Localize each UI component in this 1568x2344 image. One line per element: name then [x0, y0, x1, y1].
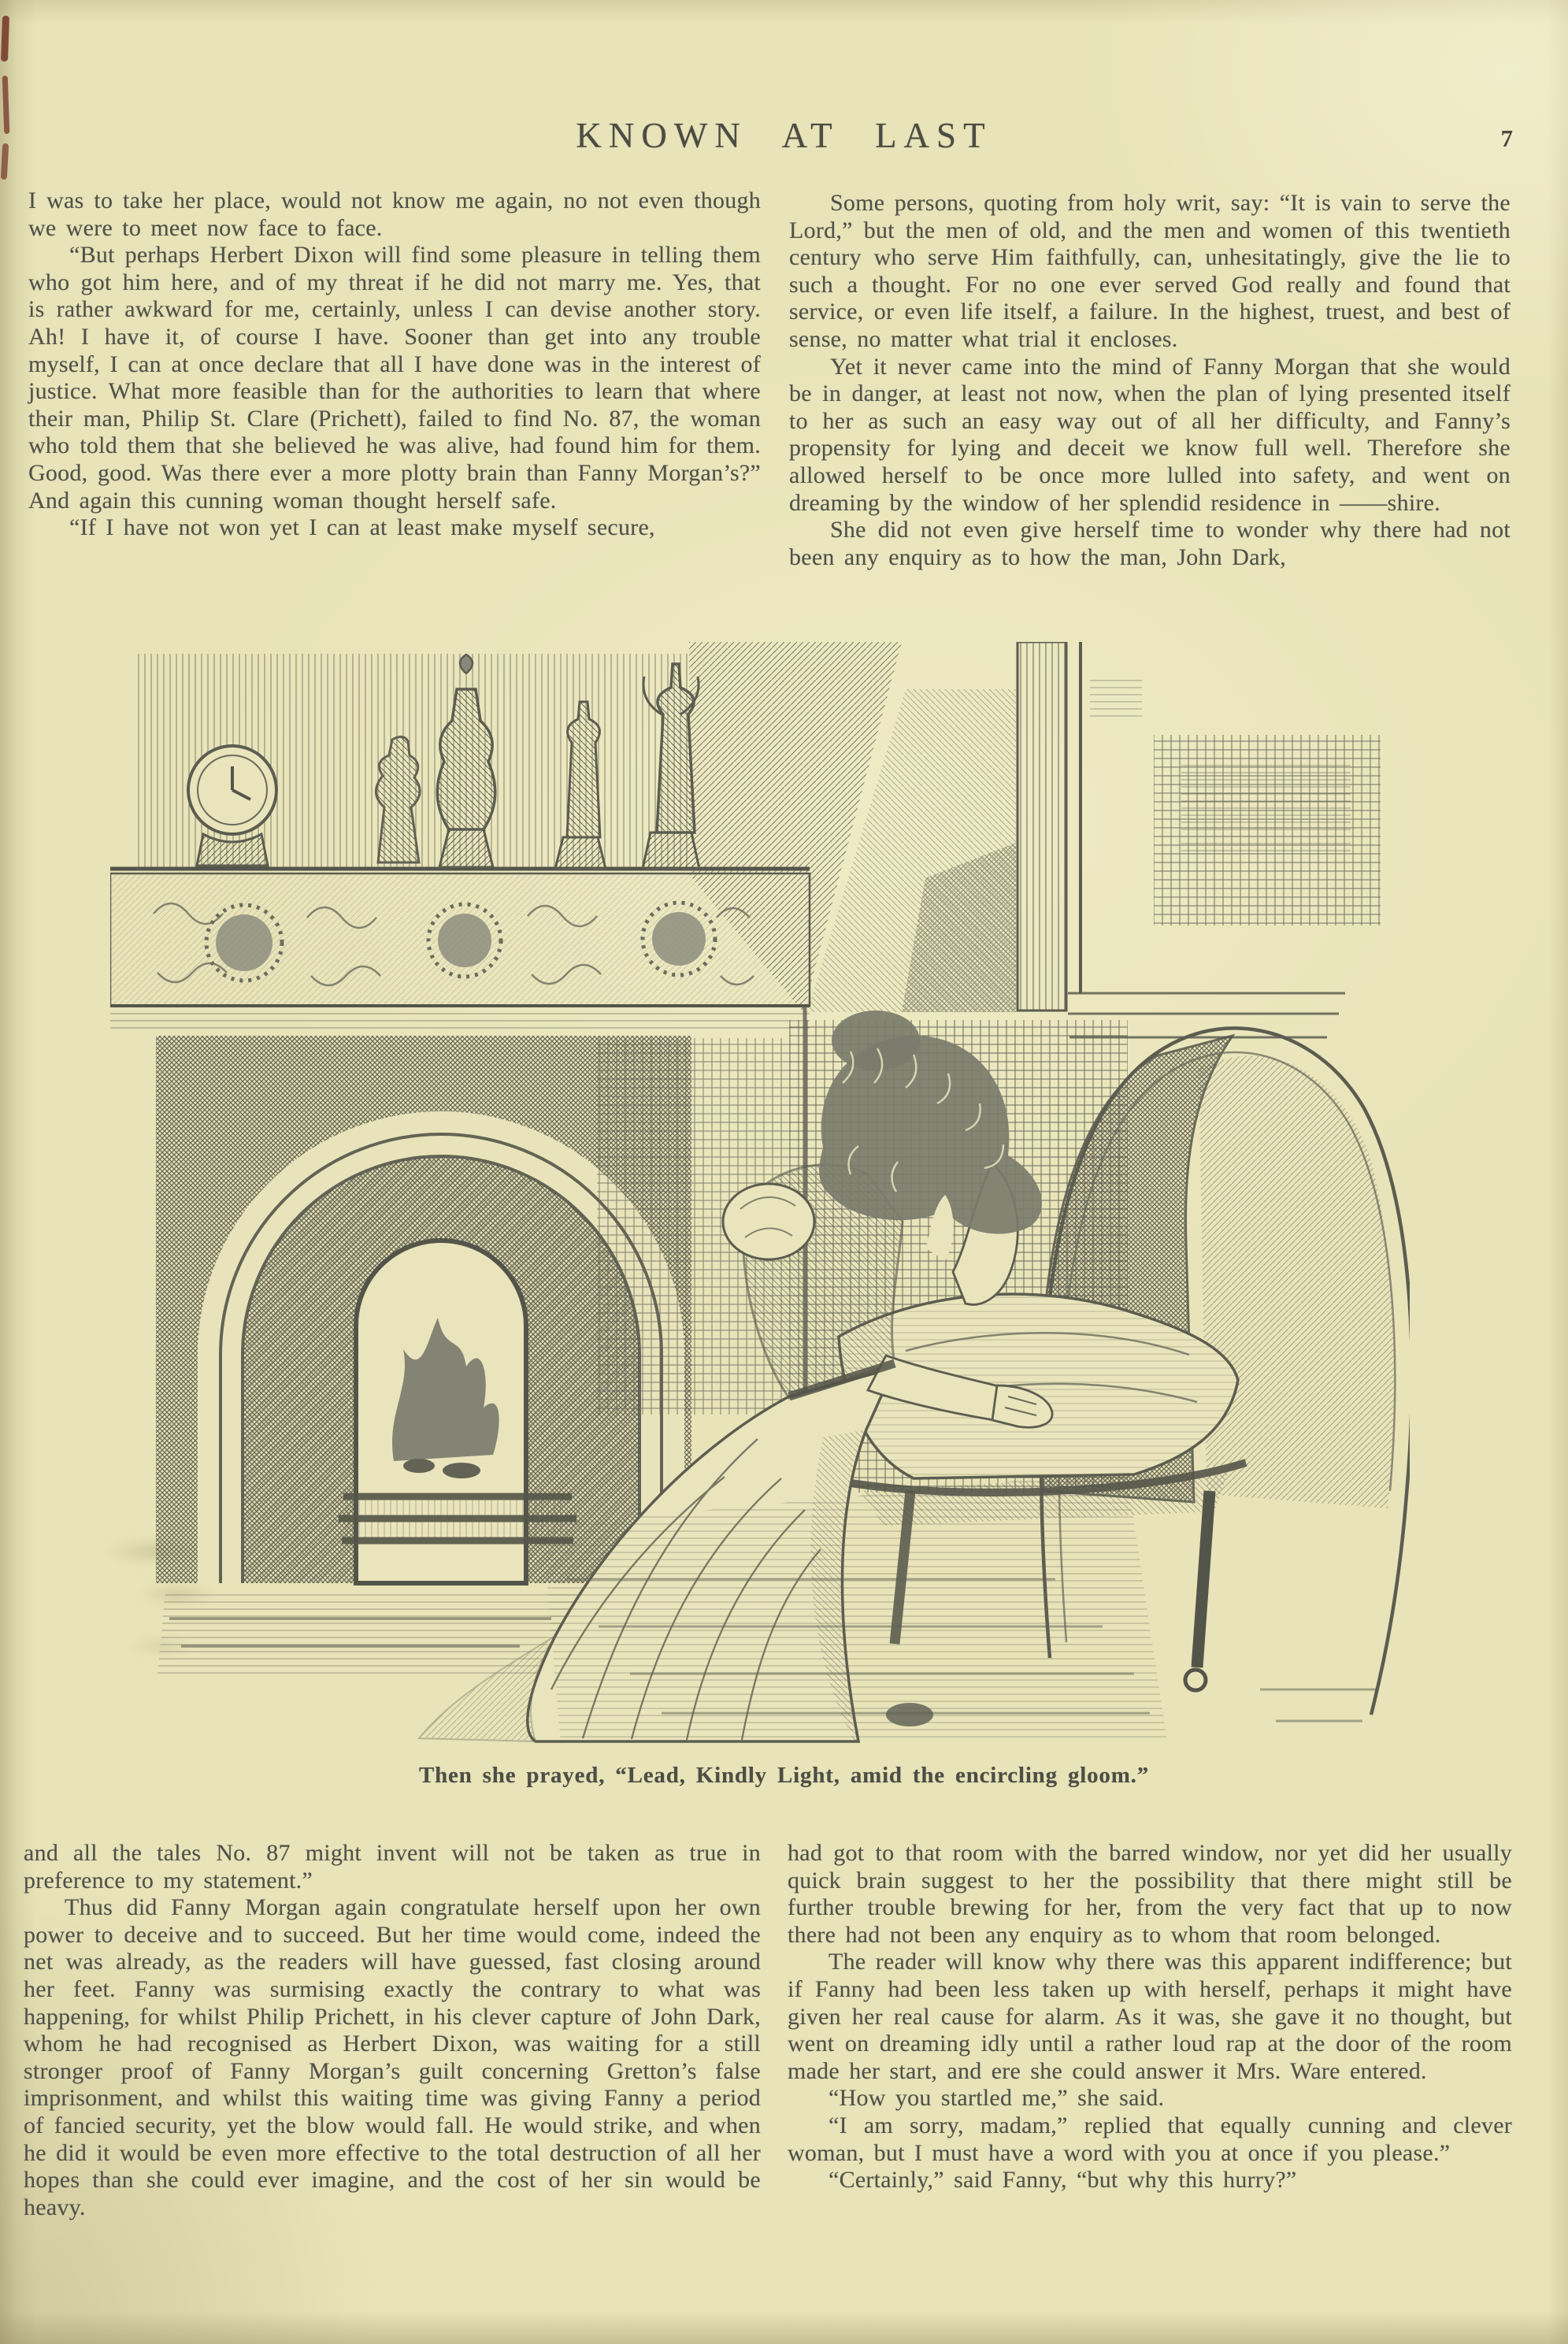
paragraph: She did not even give herself time to wonder why there had not been any enquiry as to how the man, John Dark,: [789, 517, 1511, 570]
chair-caster: [1185, 1670, 1206, 1690]
paragraph: “But perhaps Herbert Dixon will find some pleasure in telling them who got him here, and of my threat if he did not marry me. Yes, that is rather awkward for me, certainly, unless I can devise another story. Ah! I have it, of course I have. Sooner than get into any trouble myself, I can at once declare that all I have done was in the interest of justice. What more feasible than for the authorities to learn that where their man, Philip St. Clare (Prichett), failed to find No. 87, the woman who told them that she believed he was alive, had found him for them. Good, good. Was there ever a more plotty brain than Fanny Morgan’s?” And again this cunning woman thought herself safe.: [28, 242, 761, 514]
page-number: 7: [1500, 124, 1513, 152]
hair-bun: [832, 1011, 920, 1070]
paragraph: The reader will know why there was this apparent indifference; but if Fanny had been less taken up with herself, perhaps it might have given her real cause for alarm. As it was, she gave it no thought, but went on dreaming idly until a rather loud rap at the door of the room made her start, and ere she could answer it Mrs. Ware entered.: [788, 1949, 1512, 2084]
paragraph: had got to that room with the barred window, nor yet did her usually quick brain suggest to her the possibility that there might still be further trouble brewing for her, from the very fact that up to now there had not been any enquiry as to whom that room belonged.: [788, 1840, 1512, 1948]
paragraph: “Certainly,” said Fanny, “but why this hurry?”: [828, 2167, 1297, 2194]
paragraph: “How you startled me,” she said.: [828, 2085, 1165, 2112]
text-column-bottom-right: [788, 1840, 1512, 2194]
page-title: KNOWN AT LAST: [576, 116, 992, 155]
paragraph: “If I have not won yet I can at least make myself secure,: [69, 514, 655, 541]
binding-mark: [1, 16, 9, 61]
paragraph: Some persons, quoting from holy writ, say: “It is vain to serve the Lord,” but the men of old, and the men and women of this twentieth century who serve Him faithfully, can, unhesitatingly, give the lie to such a thought. For no one ever served God really and found that service, or even life itself, a failure. In the highest, truest, and best of sense, no matter what trial it encloses.: [789, 190, 1511, 352]
text-column-top-right: [789, 190, 1511, 571]
engraving-illustration: [110, 642, 1410, 1745]
window-frame: [1018, 642, 1381, 1037]
text-column-top-left: [28, 187, 761, 542]
chair-front-leg: [1197, 1491, 1210, 1667]
paragraph: “I am sorry, madam,” replied that equally cunning and clever woman, but I must have a word with you at once if you please.”: [788, 2112, 1512, 2166]
puff-sleeve: [723, 1184, 814, 1259]
text-column-bottom-left: [24, 1840, 761, 2221]
paragraph: and all the tales No. 87 might invent will not be taken as true in preference to my statement.”: [24, 1840, 761, 1893]
paragraph: I was to take her place, would not know me again, no not even though we were to meet now face to face.: [28, 187, 761, 241]
illustration-caption: Then she prayed, “Lead, Kindly Light, amid the encircling gloom.”: [418, 1763, 1150, 1788]
paragraph: Thus did Fanny Morgan again congratulate herself upon her own power to deceive and to succeed. But her time would come, indeed the net was already, as the readers will have guessed, fast closing around her feet. Fanny was surmising exactly the contrary to what was happening, for whilst Philip Prichett, in his clever capture of John Dark, whom he had recognised as Herbert Dixon, was waiting for a still stronger proof of Fanny Morgan’s guilt concerning Gretton’s false imprisonment, and whilst this waiting time was giving Fanny a period of fancied security, yet the blow would fall. He would strike, and when he did it would be even more effective to the total destruction of all her hopes than she could ever imagine, and the cost of her sin would be heavy.: [24, 1894, 761, 2220]
paragraph: Yet it never came into the mind of Fanny Morgan that she would be in danger, at least not now, when the plan of lying presented itself to her as such an easy way out of all her difficulty, and Fanny’s propensity for lying and deceit we know full well. Therefore she allowed herself to be once more lulled into safety, and went on dreaming by the window of her splendid residence in ——shire.: [789, 353, 1511, 516]
chair-upholstery: [1199, 1055, 1394, 1508]
mantel-clock: [188, 746, 276, 866]
